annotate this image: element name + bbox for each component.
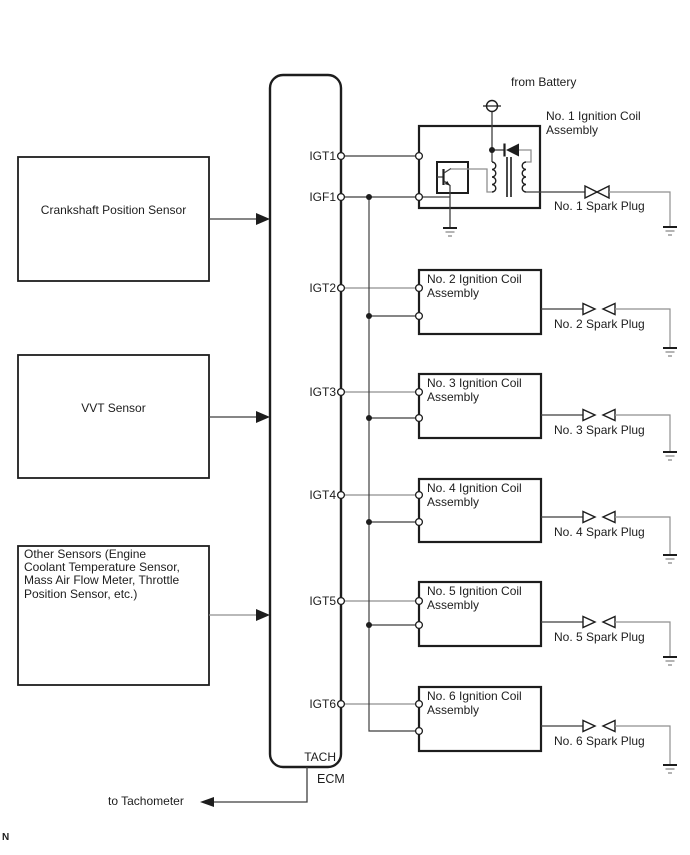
igf-bus-wire (369, 197, 419, 731)
coil-label-line: Assembly (427, 494, 480, 509)
igt-wires (341, 156, 419, 704)
ground-icon (663, 555, 677, 563)
arrowhead-icon (256, 213, 270, 225)
other-sensors-label (24, 548, 206, 601)
arrowhead-icon (256, 411, 270, 423)
coil-4-label (427, 482, 522, 509)
spark-gap-icon (583, 512, 615, 523)
ecm-pin-label-igt3: IGT3 (309, 385, 336, 399)
ecm-pin-label-igt5: IGT5 (309, 594, 336, 608)
coil-label-line: Assembly (427, 702, 480, 717)
ground-icon (443, 228, 457, 236)
from-battery-label: from Battery (511, 75, 577, 89)
ecm-pin-igt1 (338, 153, 345, 160)
ignition-coil-boxes (419, 126, 541, 751)
coil-1-internals (419, 144, 531, 237)
ecm-pin-label-igt4: IGT4 (309, 488, 336, 502)
spark-plug-3-label: No. 3 Spark Plug (554, 423, 645, 437)
spark-gap-icon (583, 617, 615, 628)
vvt-sensor-label: VVT Sensor (81, 400, 146, 415)
ground-icon (663, 452, 677, 460)
arrowhead-icon (200, 797, 214, 807)
spark-plug-1-label: No. 1 Spark Plug (554, 199, 645, 213)
transformer-icon (492, 157, 526, 197)
ecm-pin-igt5 (338, 598, 345, 605)
coil-label-line: No. 1 Ignition Coil (546, 109, 641, 123)
coil-6-label (427, 690, 522, 717)
spark-gap-icon (583, 721, 615, 732)
igf-wires (341, 197, 419, 731)
ground-icon (663, 227, 677, 235)
primary-winding (492, 162, 496, 192)
ecm-pin-igt3 (338, 389, 345, 396)
ecm-pin-igf1 (338, 194, 345, 201)
coil-label-line: Assembly (427, 285, 480, 300)
spark-plug-6-label: No. 6 Spark Plug (554, 734, 645, 748)
ecm-pin-label-igt2: IGT2 (309, 281, 336, 295)
secondary-winding (522, 162, 526, 192)
arrowhead-icon (256, 609, 270, 621)
ecm-pin-igt6 (338, 701, 345, 708)
coil-label-line: Assembly (427, 597, 480, 612)
ecm-pin-label-tach: TACH (304, 750, 336, 764)
other-sensors-line: Position Sensor, etc.) (24, 586, 138, 601)
ground-icon (663, 657, 677, 665)
ecm-label: ECM (317, 772, 345, 786)
spark-plug-4-label: No. 4 Spark Plug (554, 525, 645, 539)
coil-label-line: Assembly (546, 122, 599, 137)
crankshaft-sensor-label: Crankshaft Position Sensor (40, 203, 187, 217)
ecm-box (270, 75, 341, 767)
spark-plug-2-label: No. 2 Spark Plug (554, 317, 645, 331)
ecm-pin-igt4 (338, 492, 345, 499)
coil-label-line: Assembly (427, 389, 480, 404)
coil-2-label (427, 273, 522, 300)
spark-gap-icon (583, 304, 615, 315)
ground-icon (663, 765, 677, 773)
coil-pin-circles (416, 153, 423, 735)
spark-gap-icon (583, 410, 615, 421)
coil-label-line: No. 4 Ignition Coil (427, 481, 522, 495)
coil-3-label (427, 377, 522, 404)
ecm-pin-igt2 (338, 285, 345, 292)
coil-label-line: No. 6 Ignition Coil (427, 689, 522, 703)
coil-1-label (546, 110, 641, 137)
ecm-pin-label-igf1: IGF1 (309, 190, 336, 204)
ground-icon (663, 348, 677, 356)
other-sensors-line: Coolant Temperature Sensor, (24, 560, 180, 575)
other-sensors-line: Mass Air Flow Meter, Throttle (24, 573, 180, 588)
spark-plug-5-label: No. 5 Spark Plug (554, 630, 645, 644)
page-watermark: N (2, 832, 10, 843)
other-sensors-line: Other Sensors (Engine (24, 547, 147, 561)
to-tachometer-label: to Tachometer (108, 794, 184, 808)
sensor-signal-arrows (209, 213, 270, 621)
coil-label-line: No. 3 Ignition Coil (427, 376, 522, 390)
spark-gap-icon (585, 186, 609, 198)
coil-5-label (427, 585, 522, 612)
ecm-pin-label-igt1: IGT1 (309, 149, 336, 163)
tachometer-wire (200, 767, 307, 807)
coil-label-line: No. 5 Ignition Coil (427, 584, 522, 598)
coil-label-line: No. 2 Ignition Coil (427, 272, 522, 286)
ecm-pin-label-igt6: IGT6 (309, 697, 336, 711)
transistor-icon (437, 162, 468, 193)
